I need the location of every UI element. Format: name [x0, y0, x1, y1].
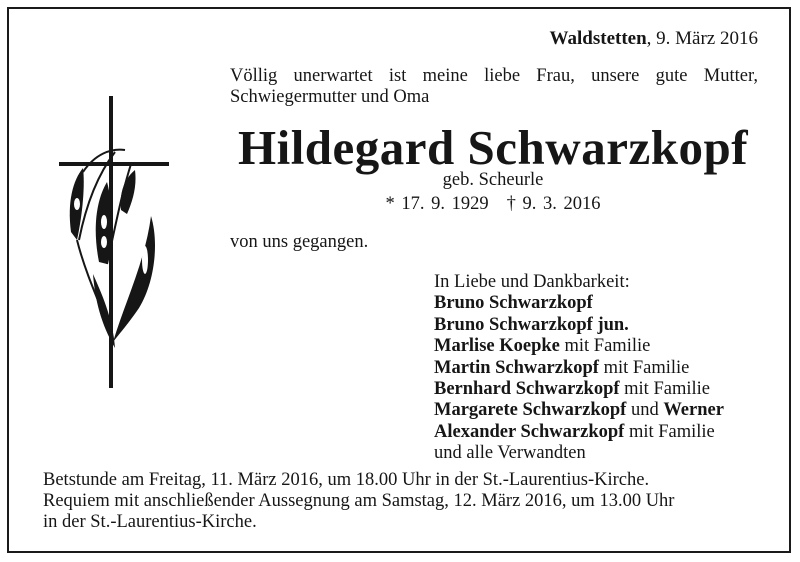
- deceased-name: Hildegard Schwarzkopf: [237, 120, 749, 175]
- intro-line-1: Völlig unerwartet ist meine liebe Frau, unsere gute Mutter,: [230, 66, 758, 86]
- intro-text: [230, 66, 758, 108]
- service-line-3: in der St.-Laurentius-Kirche.: [43, 512, 257, 532]
- mourner-name: Bruno Schwarzkopf: [434, 293, 593, 314]
- mourner-suffix: mit Familie: [598, 357, 690, 378]
- mourner-name: Margarete Schwarzkopf: [434, 400, 627, 421]
- mourner-suffix: mit Familie: [619, 379, 710, 400]
- service-line-2: Requiem mit anschließender Aussegnung am Samstag, 12. März 2016, um 13.00 Uhr: [43, 491, 675, 511]
- intro-line-2: Schwiegermutter und Oma: [230, 87, 430, 107]
- mourner-suffix: mit Familie: [624, 421, 715, 442]
- service-info: [43, 470, 755, 533]
- date: , 9. März 2016: [646, 28, 758, 49]
- life-dates: [232, 194, 754, 215]
- place-date: [550, 28, 758, 50]
- birth-date: * 17. 9. 1929: [385, 194, 489, 214]
- service-line-1: Betstunde am Freitag, 11. März 2016, um 18.00 Uhr in der St.-Laurentius-Kirche.: [43, 470, 650, 490]
- mourner-row: [434, 400, 724, 421]
- mourner-row: [434, 422, 724, 443]
- mourners-closing: und alle Verwandten: [434, 443, 586, 464]
- mourner-name: Bruno Schwarzkopf jun.: [434, 314, 629, 335]
- mourner-name: Alexander Schwarzkopf: [434, 421, 625, 442]
- mourner-row: [434, 336, 724, 357]
- cross-with-wheat-icon: [55, 92, 175, 392]
- mourner-name-2: Werner: [663, 400, 724, 421]
- mourner-name: Martin Schwarzkopf: [434, 357, 599, 378]
- mourner-row: [434, 358, 724, 379]
- mourner-name: Bernhard Schwarzkopf: [434, 379, 620, 400]
- passed-away-text: von uns gegangen.: [230, 232, 369, 252]
- mourners-heading: In Liebe und Dankbarkeit:: [434, 272, 630, 292]
- mourner-row: [434, 293, 724, 314]
- mourner-row: [434, 379, 724, 400]
- birth-name: geb. Scheurle: [442, 170, 544, 190]
- mourner-row: [434, 315, 724, 336]
- mourner-suffix: und: [626, 400, 664, 421]
- mourner-name: Marlise Koepke: [434, 336, 560, 357]
- mourner-suffix: mit Familie: [559, 336, 651, 357]
- place: Waldstetten: [549, 28, 647, 49]
- mourners-list: [434, 272, 724, 465]
- death-date: † 9. 3. 2016: [506, 194, 601, 214]
